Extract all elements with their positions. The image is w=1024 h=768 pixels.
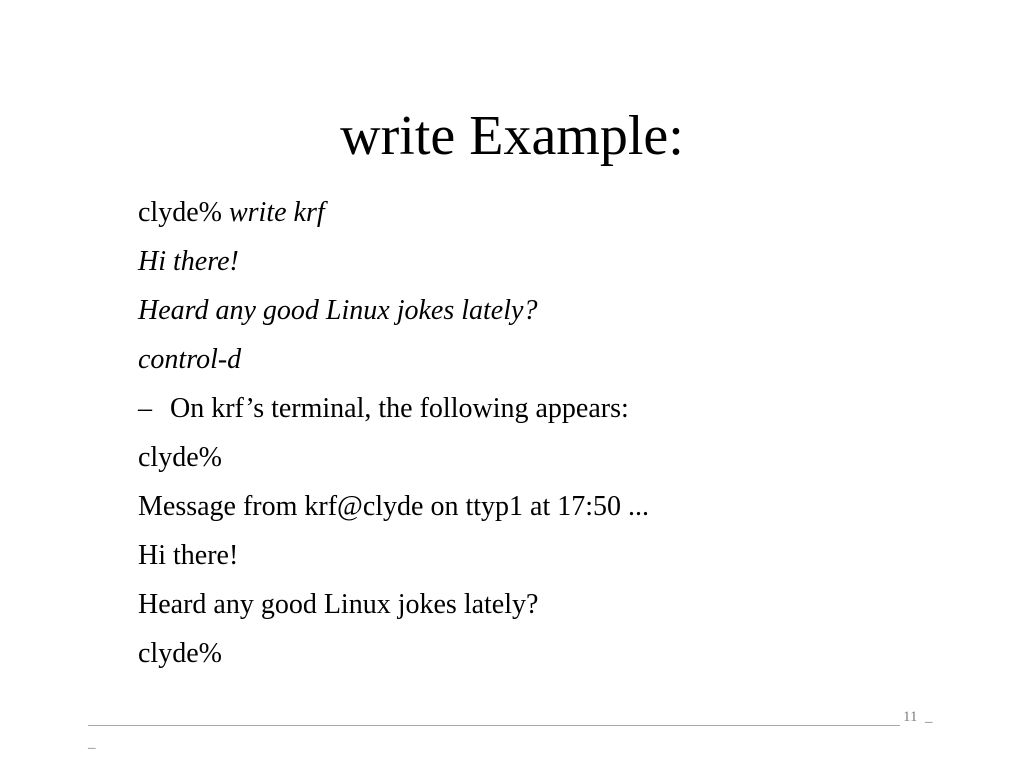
line-command <box>138 188 958 237</box>
bullet-line <box>138 384 958 433</box>
prompt-text: clyde% <box>138 197 222 228</box>
line-prompt-1: clyde% <box>138 442 222 473</box>
line-control-d: control-d <box>138 344 242 375</box>
line-message-header: Message from krf@clyde on ttyp1 at 17:50 ... <box>138 491 650 522</box>
command-text: write krf <box>221 197 325 228</box>
page-number: 11 <box>903 709 918 725</box>
line-received-1: Hi there! <box>138 540 239 571</box>
footer-underscore: _ <box>88 735 96 751</box>
slide-body <box>138 188 958 678</box>
dash-bullet: – <box>138 393 152 424</box>
footer-underscore: _ <box>925 709 933 725</box>
footer-rule <box>88 725 900 726</box>
line-typed-message-1: Hi there! <box>138 246 239 277</box>
bullet-text: On krf’s terminal, the following appears: <box>170 393 629 424</box>
line-received-2: Heard any good Linux jokes lately? <box>138 589 539 620</box>
line-prompt-2: clyde% <box>138 638 222 669</box>
line-typed-message-2: Heard any good Linux jokes lately? <box>138 295 538 326</box>
slide-title: write Example: <box>340 105 684 167</box>
